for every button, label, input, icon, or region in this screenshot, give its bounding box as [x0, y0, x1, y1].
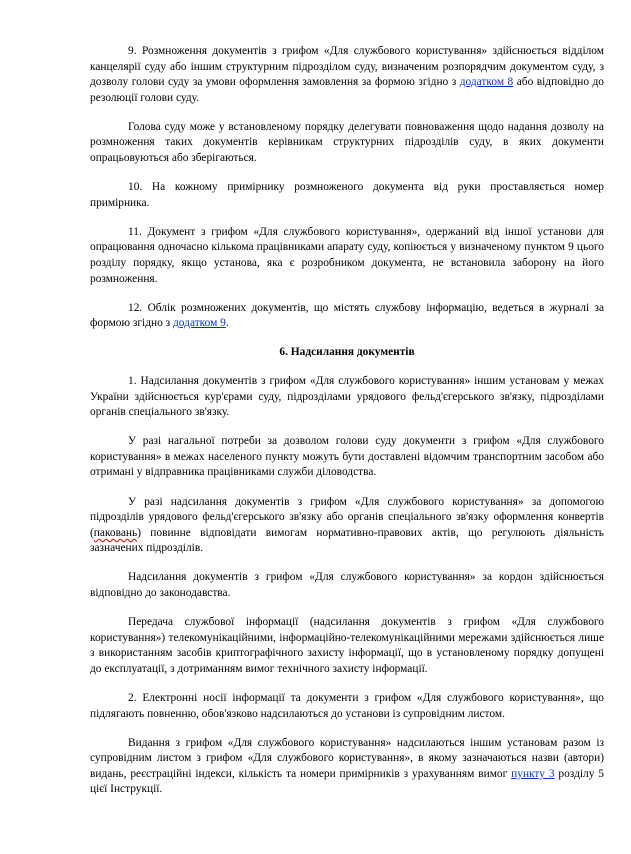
point-3-link[interactable]: пункту 3 — [511, 767, 555, 780]
paragraph-9-text: 9. Розмноження документів з грифом «Для службового користування» здійснюється відділом канцелярії суду або іншим структурним підрозділом суду, визначеним розпорядчим документом суду, з дозволу голови суду за умови оформлення замовлення за формою згідно з — [90, 45, 604, 89]
paragraph-9-tail: або відповідно до резолюції голови суду. — [90, 76, 605, 104]
courier-text-pre: У разі надсилання документів з грифом «Для службового користування» за допомогою підрозділів урядового фельд'єгерського зв'язку або органів спеціального зв'язку оформлення конвертів ( — [90, 495, 604, 539]
section-6-paragraph-2: 2. Електронні носії інформації та документи з грифом «Для службового користування», що підлягають повненню, обов'язково надсилаються до установи із супровідним листом. — [90, 692, 604, 720]
section-6-paragraph-abroad: Надсилання документів з грифом «Для службового користування» за кордон здійснюється відповідно до законодавства. — [90, 571, 604, 600]
publications-text-pre: Видання з грифом «Для службового користування» надсилаються іншим установам разом із супровідним листом з грифом «Для службового користування», в якому зазначаються назви (автори) видань, реєстраційні індекси, кількість та номери примірників з урахуванням вимог — [90, 736, 604, 780]
spellcheck-word: паковань — [93, 526, 138, 539]
section-6-paragraph-urgent: У разі нагальної потреби за дозволом голови суду документи з грифом «Для службового користування» в межах населеного пункту можуть бути доставлені відомчим транспортним засобом або отримані у відправника працівниками служби діловодства. — [90, 435, 604, 479]
section-6-title: 6. Надсилання документів — [279, 346, 415, 359]
document-body — [90, 44, 604, 812]
appendix-9-link[interactable]: додатком 9 — [172, 317, 226, 330]
paragraph-12 — [90, 301, 604, 332]
paragraph-12-text: 12. Облік розмножених документів, що містять службову інформацію, ведеться в журналі за формою згідно з — [90, 301, 604, 330]
paragraph-12-tail: . — [225, 317, 229, 330]
publications-text-post: розділу 5 цієї Інструкції. — [90, 767, 604, 796]
paragraph-11: 11. Документ з грифом «Для службового користування», одержаний від іншої установи для опрацювання одночасно кількома працівниками апарату суду, копіюється у визначеному пунктом 9 цього розділу порядку, якщо установа, яка є розробником документа, не встановила заборону на його розмноження. — [90, 225, 604, 285]
courier-text-post: ) повинне відповідати вимогам нормативно-правових актів, що регулюють діяльність зазначених підрозділів. — [90, 526, 604, 555]
section-6-paragraph-1: 1. Надсилання документів з грифом «Для службового користування» іншим установам у межах України здійснюється кур'єрами суду, підрозділами урядового фельд'єгерського зв'язку, підрозділами органів спеціального зв'язку. — [90, 375, 604, 419]
section-6-paragraph-courier — [90, 495, 604, 557]
paragraph-10: 10. На кожному примірнику розмноженого документа від руки проставляється номер примірника. — [90, 181, 604, 209]
paragraph-9 — [90, 44, 604, 106]
section-6-paragraph-publications — [90, 736, 604, 798]
paragraph-head-delegation: Голова суду може у встановленому порядку делегувати повноваження щодо надання дозволу на розмноження таких документів керівникам структурних підрозділів суду, в яких документи опрацьовуються або зберігаються. — [90, 120, 604, 165]
appendix-8-link[interactable]: додатком 8 — [459, 76, 514, 89]
section-6-paragraph-telecom: Передача службової інформації (надсилання документів з грифом «Для службового користування») телекомунікаційними, інформаційно-телекомунікаційними мережами здійснюється лише з використанням засобів криптографічного захисту інформації, що в установленому порядку допущені до експлуатації, з дотриманням вимог технічного захисту інформації. — [90, 616, 604, 675]
